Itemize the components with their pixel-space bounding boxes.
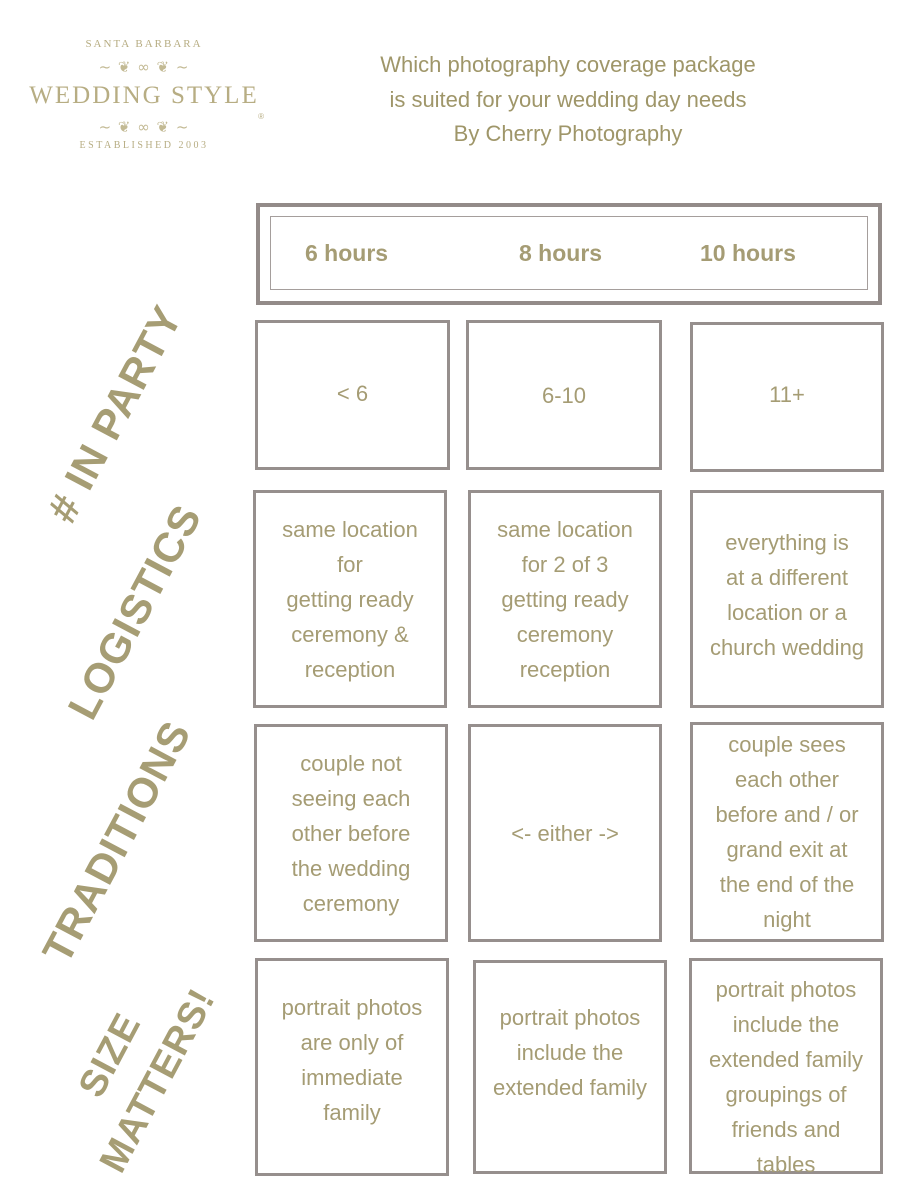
row-label-traditions: TRADITIONS xyxy=(33,713,200,971)
cell-size-8-hours xyxy=(473,960,667,1174)
cell-text: same location for 2 of 3 getting ready ceremony reception xyxy=(497,516,633,682)
cell-logistics-6-hours xyxy=(253,490,447,708)
cell-party-6-hours xyxy=(255,320,450,470)
logo-main-text: WEDDING STYLE xyxy=(29,82,259,109)
row-label-size-matters: SIZE MATTERS! xyxy=(70,981,224,1180)
cell-text: <- either -> xyxy=(511,820,619,846)
row-label-logistics: LOGISTICS xyxy=(58,496,211,727)
cell-logistics-8-hours xyxy=(468,490,662,708)
cell-traditions-8-hours xyxy=(468,724,662,942)
cell-text: portrait photos are only of immediate family xyxy=(281,995,423,1125)
registered-mark: ® xyxy=(258,112,264,121)
cell-text: couple not seeing each other before the wedding ceremony xyxy=(291,750,411,916)
page-subtitle: By Cherry Photography xyxy=(453,121,683,146)
page-title-line-2: is suited for your wedding day needs xyxy=(389,87,747,112)
cell-text: 11+ xyxy=(769,381,805,407)
cell-party-8-hours xyxy=(466,320,662,470)
logo xyxy=(22,30,266,165)
cell-party-10-hours xyxy=(690,322,884,472)
logo-top-text: SANTA BARBARA xyxy=(85,38,203,50)
column-header-10-hours: 10 hours xyxy=(700,240,796,266)
cell-traditions-6-hours xyxy=(254,724,448,942)
row-label-in-party: # IN PARTY xyxy=(37,297,192,530)
column-header-6-hours: 6 hours xyxy=(305,240,389,266)
ornament-icon: ~ ❦ ∞ ❦ ~ xyxy=(98,118,190,136)
cell-size-10-hours xyxy=(689,958,883,1177)
cell-logistics-10-hours xyxy=(690,490,884,708)
cell-text: couple sees each other before and / or grand exit at the end of the night xyxy=(715,732,859,932)
cell-text: < 6 xyxy=(336,380,369,406)
cell-text: portrait photos include the extended family xyxy=(492,1004,648,1100)
cell-size-6-hours xyxy=(255,958,449,1176)
cell-text: portrait photos include the extended family groupings of friends and tables xyxy=(708,977,864,1177)
column-header-8-hours: 8 hours xyxy=(519,240,603,266)
cell-traditions-10-hours xyxy=(690,722,884,942)
cell-text: everything is at a different location or a church wedding xyxy=(709,530,865,660)
ornament-icon: ~ ❦ ∞ ❦ ~ xyxy=(98,58,190,76)
cell-text: same location for getting ready ceremony & reception xyxy=(282,516,418,682)
logo-bottom-text: ESTABLISHED 2003 xyxy=(79,140,209,151)
page-title-line-1: Which photography coverage package xyxy=(380,52,756,77)
cell-text: 6-10 xyxy=(541,382,587,408)
